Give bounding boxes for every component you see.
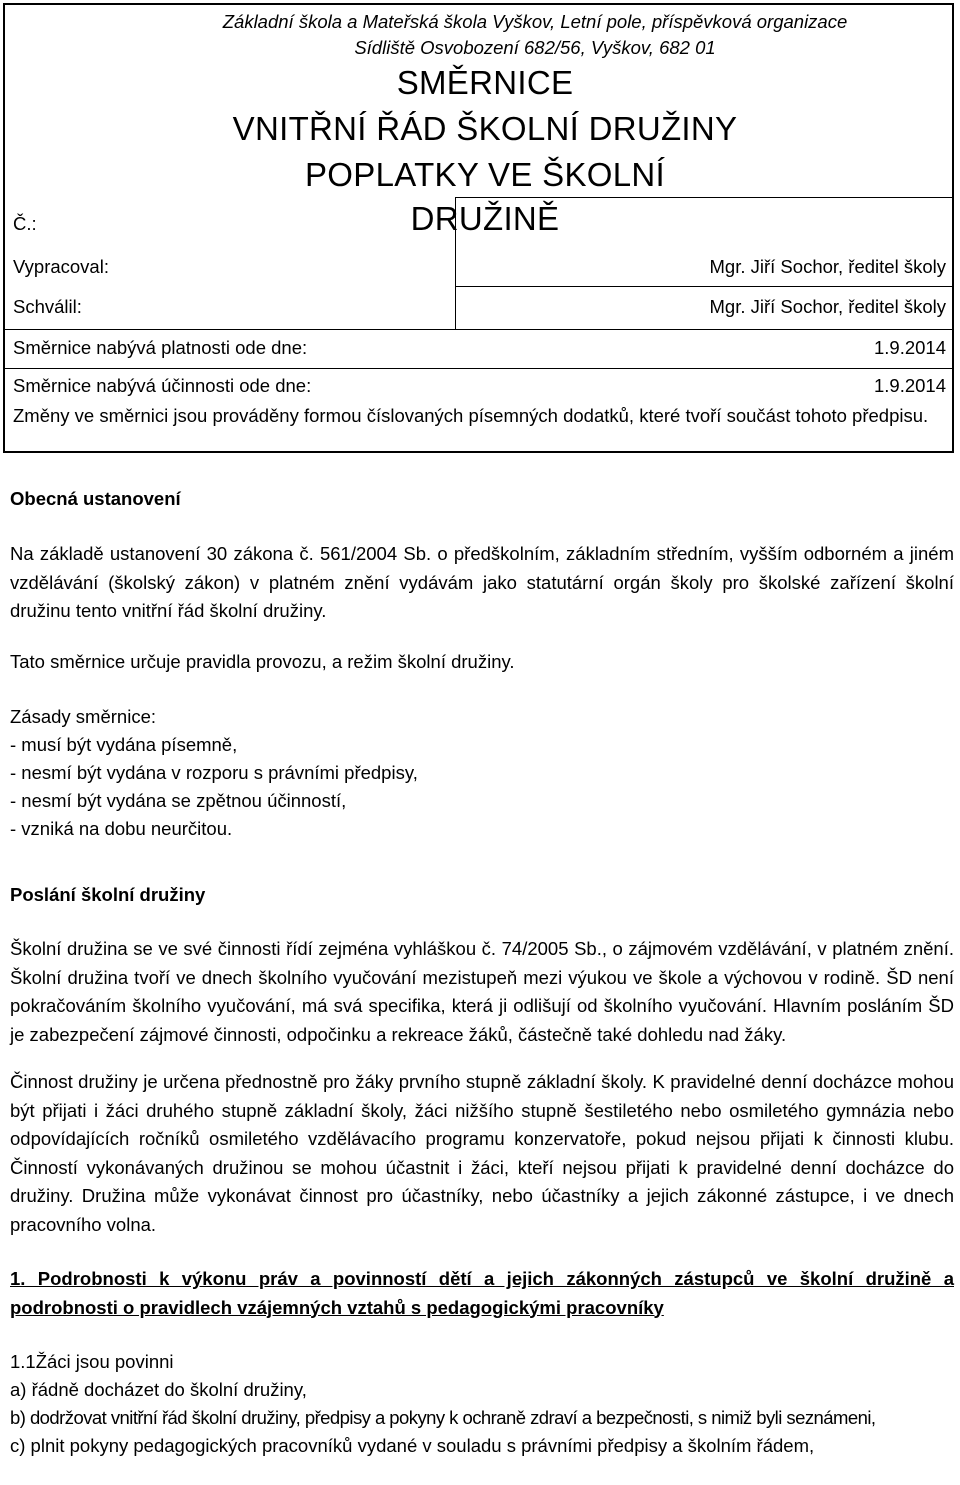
general-intro-paragraph: Na základě ustanovení 30 zákona č. 561/2004 Sb. o předškolním, základním středním, vyšším odborném a jiném vzdělávání (školský zákon) v platném znění vydávám jako statutární orgán školy pro školské zařízení školní družinu tento vnitřní řád školní družiny. <box>10 543 954 621</box>
prepared-value: Mgr. Jiří Sochor, ředitel školy <box>709 256 946 277</box>
principle-item: - nesmí být vydána se zpětnou účinností, <box>10 790 347 811</box>
doc-title-line-3: POPLATKY VE ŠKOLNÍ DRUŽINĚ <box>305 156 665 237</box>
section-1-1-heading: 1.1Žáci jsou povinni <box>10 1351 174 1372</box>
row-divider <box>5 368 952 369</box>
school-name: Základní škola a Mateřská škola Vyškov, Letní pole, příspěvková organizace <box>222 11 848 32</box>
mission-paragraph-1: Školní družina se ve své činnosti řídí zejména vyhláškou č. 74/2005 Sb., o zájmovém vzdělávání, v platném znění. Školní družina tvoří ve dnech školního vyučování mezistupeň mezi výukou ve škole a výchovou v rodině. ŠD není pokračováním školního vyučování, má svá specifika, která ji odlišují od školního vyučování. Hlavním posláním ŠD je zabezpečení zájmové činnosti, odpočinku a rekreace žáků, částečně také dohledu nad žáky. <box>10 938 954 1045</box>
approved-label: Schválil: <box>13 296 82 317</box>
section-heading-general: Obecná ustanovení <box>10 488 181 509</box>
changes-note: Změny ve směrnici jsou prováděny formou číslovaných písemných dodatků, které tvoří součást tohoto předpisu. <box>13 405 929 426</box>
approved-value: Mgr. Jiří Sochor, ředitel školy <box>709 296 946 317</box>
duty-item-b: b) dodržovat vnitřní řád školní družiny, předpisy a pokyny k ochraně zdraví a bezpečnosti, s nimiž byli seznámeni, <box>10 1407 876 1428</box>
number-label: Č.: <box>13 213 37 234</box>
row-divider <box>455 197 952 198</box>
general-purpose-text: Tato směrnice určuje pravidla provozu, a režim školní družiny. <box>10 651 515 672</box>
effect-label: Směrnice nabývá účinnosti ode dne: <box>13 375 312 396</box>
document-header-table <box>3 3 954 453</box>
column-divider <box>455 197 456 329</box>
row-divider <box>455 286 952 287</box>
duty-item-a: a) řádně docházet do školní družiny, <box>10 1379 307 1400</box>
section-heading-mission: Poslání školní družiny <box>10 884 206 905</box>
effect-value: 1.9.2014 <box>873 375 946 396</box>
prepared-label: Vypracoval: <box>13 256 109 277</box>
principle-item: - vzniká na dobu neurčitou. <box>10 818 233 839</box>
row-divider <box>5 329 952 330</box>
principle-item: - nesmí být vydána v rozporu s právními předpisy, <box>10 762 418 783</box>
duty-item-c: c) plnit pokyny pedagogických pracovníků vydané v souladu s právními předpisy a školním řádem, <box>10 1435 815 1456</box>
validity-value: 1.9.2014 <box>873 337 946 358</box>
doc-title-line-1: SMĚRNICE <box>396 64 574 101</box>
doc-title-line-2: VNITŘNÍ ŘÁD ŠKOLNÍ DRUŽINY <box>232 110 738 147</box>
principle-item: - musí být vydána písemně, <box>10 734 238 755</box>
validity-label: Směrnice nabývá platnosti ode dne: <box>13 337 308 358</box>
principles-heading: Zásady směrnice: <box>10 706 156 727</box>
section-1-heading: 1. Podrobnosti k výkonu práv a povinností dětí a jejich zákonných zástupců ve školní družině a podrobnosti o pravidlech vzájemných vztahů s pedagogickými pracovníky <box>10 1268 954 1318</box>
mission-paragraph-2: Činnost družiny je určena přednostně pro žáky prvního stupně základní školy. K pravidelné denní docházce mohou být přijati i žáci druhého stupně základní školy, žáci nižšího stupně šestiletého nebo osmiletého gymnázia nebo odpovídajících ročníků osmiletého vzdělávacího programu konzervatoře, pokud nejsou přijati k činnosti klubu. Činností vykonávaných družinou se mohou účastnit i žáci, kteří nejsou přijati k pravidelné denní docházce do družiny. Družina může vykonávat činnost pro účastníky, nebo účastníky a jejich zákonné zástupce, i ve dnech pracovního volna. <box>10 1071 954 1235</box>
school-address: Sídliště Osvobození 682/56, Vyškov, 682 01 <box>354 37 716 58</box>
